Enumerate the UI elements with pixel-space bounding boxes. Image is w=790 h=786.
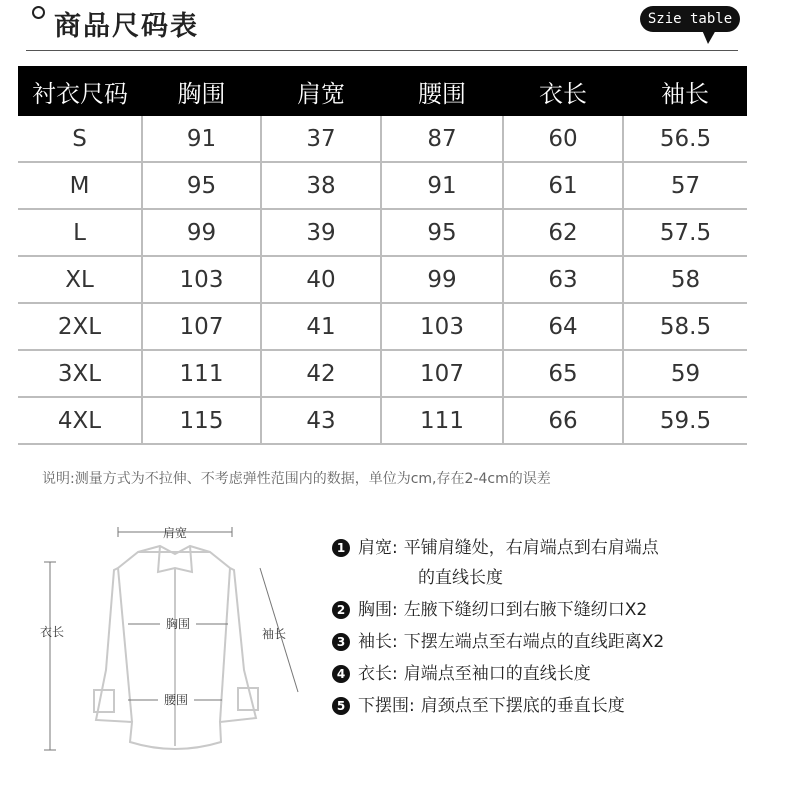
table-cell: 42 [261,350,381,397]
table-cell: 103 [142,256,261,303]
column-header: 衣长 [503,66,623,116]
table-row [18,209,747,256]
measurement-legend [332,536,664,726]
table-cell: 4XL [18,397,142,444]
measure-lines [44,527,298,750]
column-header: 肩宽 [261,66,381,116]
size-table [18,66,747,445]
table-cell: 63 [503,256,623,303]
number-badge-icon: 2 [332,601,350,619]
table-cell: 99 [381,256,503,303]
table-cell: 39 [261,209,381,256]
sleeve-label: 袖长 [261,627,287,641]
table-cell: 115 [142,397,261,444]
table-cell: 41 [261,303,381,350]
table-cell: 95 [142,162,261,209]
table-cell: L [18,209,142,256]
chest-label: 胸围 [165,617,191,631]
table-header-row [18,66,747,116]
table-cell: 37 [261,116,381,162]
table-row [18,397,747,444]
column-header: 腰围 [381,66,503,116]
length-label: 衣长 [39,625,65,639]
size-table-badge: Szie table [640,6,740,32]
table-row [18,350,747,397]
table-cell: 56.5 [623,116,747,162]
table-cell: 62 [503,209,623,256]
legend-item [332,662,664,686]
legend-item [332,630,664,654]
legend-text: 平铺肩缝处，右肩端点到右肩端点 [403,538,659,558]
table-cell: 59 [623,350,747,397]
shirt-diagram [30,510,320,780]
table-cell: 65 [503,350,623,397]
column-header: 衬衣尺码 [18,66,142,116]
legend-label: 袖长: [358,632,398,652]
table-cell: 57 [623,162,747,209]
table-cell: 111 [142,350,261,397]
table-cell: 40 [261,256,381,303]
table-cell: 66 [503,397,623,444]
table-cell: 57.5 [623,209,747,256]
legend-text-continued: 的直线长度 [418,568,503,588]
page-title: 商品尺码表 [54,11,199,42]
title-circle-icon [32,6,45,19]
number-badge-icon: 5 [332,697,350,715]
table-cell: 58.5 [623,303,747,350]
table-cell: 91 [142,116,261,162]
number-badge-icon: 1 [332,539,350,557]
legend-item [332,598,664,622]
legend-text: 肩端点至袖口的直线长度 [403,664,591,684]
table-cell: 2XL [18,303,142,350]
number-badge-icon: 3 [332,633,350,651]
legend-text: 肩颈点至下摆底的垂直长度 [420,696,625,716]
table-cell: M [18,162,142,209]
table-cell: 61 [503,162,623,209]
shirt-outline [94,546,258,749]
legend-text: 下摆左端点至右端点的直线距离X2 [403,632,665,652]
legend-label: 下摆围: [358,696,415,716]
legend-item [332,694,664,718]
table-cell: 91 [381,162,503,209]
table-cell: 103 [381,303,503,350]
table-cell: 99 [142,209,261,256]
table-cell: 43 [261,397,381,444]
title-divider [26,50,738,51]
table-cell: 107 [381,350,503,397]
legend-label: 衣长: [358,664,398,684]
legend-item [332,536,664,590]
table-row [18,303,747,350]
column-header: 胸围 [142,66,261,116]
table-row [18,162,747,209]
table-cell: 64 [503,303,623,350]
table-cell: 58 [623,256,747,303]
table-cell: 60 [503,116,623,162]
table-cell: 107 [142,303,261,350]
legend-label: 胸围: [358,600,398,620]
table-cell: 111 [381,397,503,444]
measurement-note: 说明:测量方式为不拉伸、不考虑弹性范围内的数据，单位为cm,存在2-4cm的误差 [42,471,551,487]
table-cell: 87 [381,116,503,162]
legend-label: 肩宽: [358,538,398,558]
table-cell: 3XL [18,350,142,397]
column-header: 袖长 [623,66,747,116]
table-row [18,256,747,303]
shoulder-label: 肩宽 [162,526,188,540]
table-row [18,116,747,162]
table-cell: 95 [381,209,503,256]
table-cell: XL [18,256,142,303]
number-badge-icon: 4 [332,665,350,683]
table-cell: 38 [261,162,381,209]
table-cell: 59.5 [623,397,747,444]
legend-text: 左腋下缝纫口到右腋下缝纫口X2 [403,600,648,620]
table-cell: S [18,116,142,162]
waist-label: 腰围 [163,693,189,707]
speech-tail-icon [702,30,718,46]
